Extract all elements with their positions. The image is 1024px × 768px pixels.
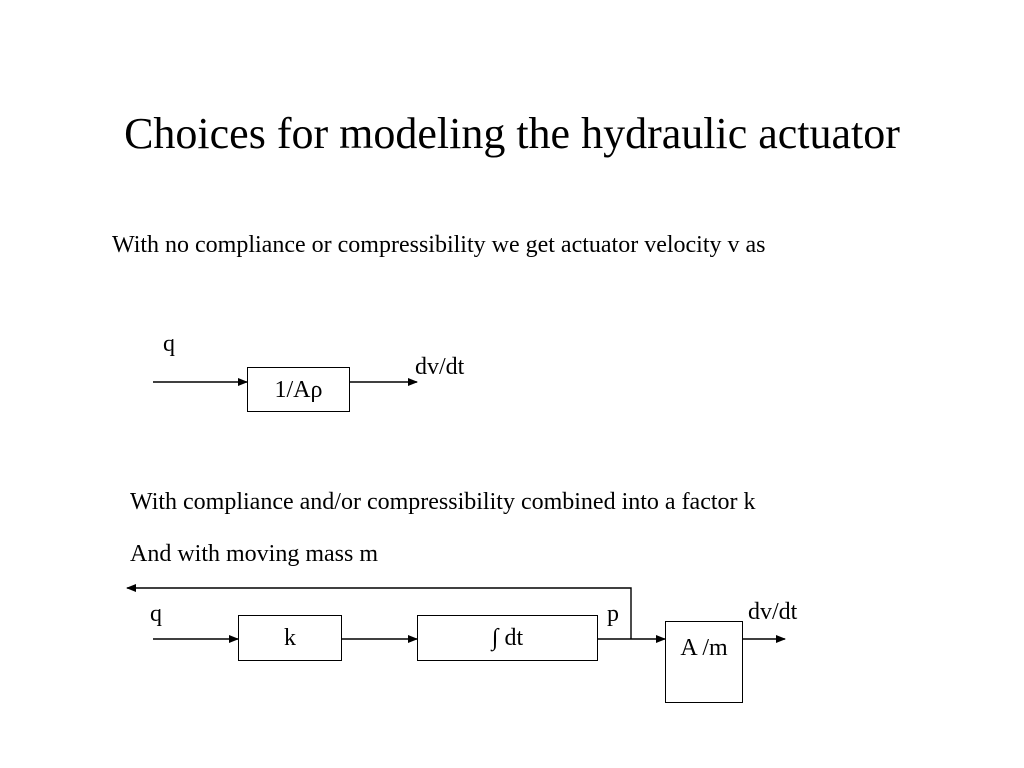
diagram2-integrator-block: ∫ dt — [417, 615, 598, 661]
diagram2-input-label: q — [150, 601, 162, 627]
diagram1-output-label: dv/dt — [415, 354, 465, 380]
page-title: Choices for modeling the hydraulic actuator — [124, 109, 900, 158]
compliance-text: With compliance and/or compressibility combined into a factor k — [130, 489, 756, 515]
intro-text: With no compliance or compressibility we get actuator velocity v as — [112, 232, 766, 258]
diagram2-output-label: dv/dt — [748, 599, 798, 625]
diagram2-pressure-label: p — [607, 601, 619, 627]
diagram2-mass-block: A /m — [665, 621, 743, 703]
diagram1-gain-block: 1/Aρ — [247, 367, 350, 412]
mass-text: And with moving mass m — [130, 541, 379, 567]
diagram2-k-block: k — [238, 615, 342, 661]
diagram1-input-label: q — [163, 331, 175, 357]
